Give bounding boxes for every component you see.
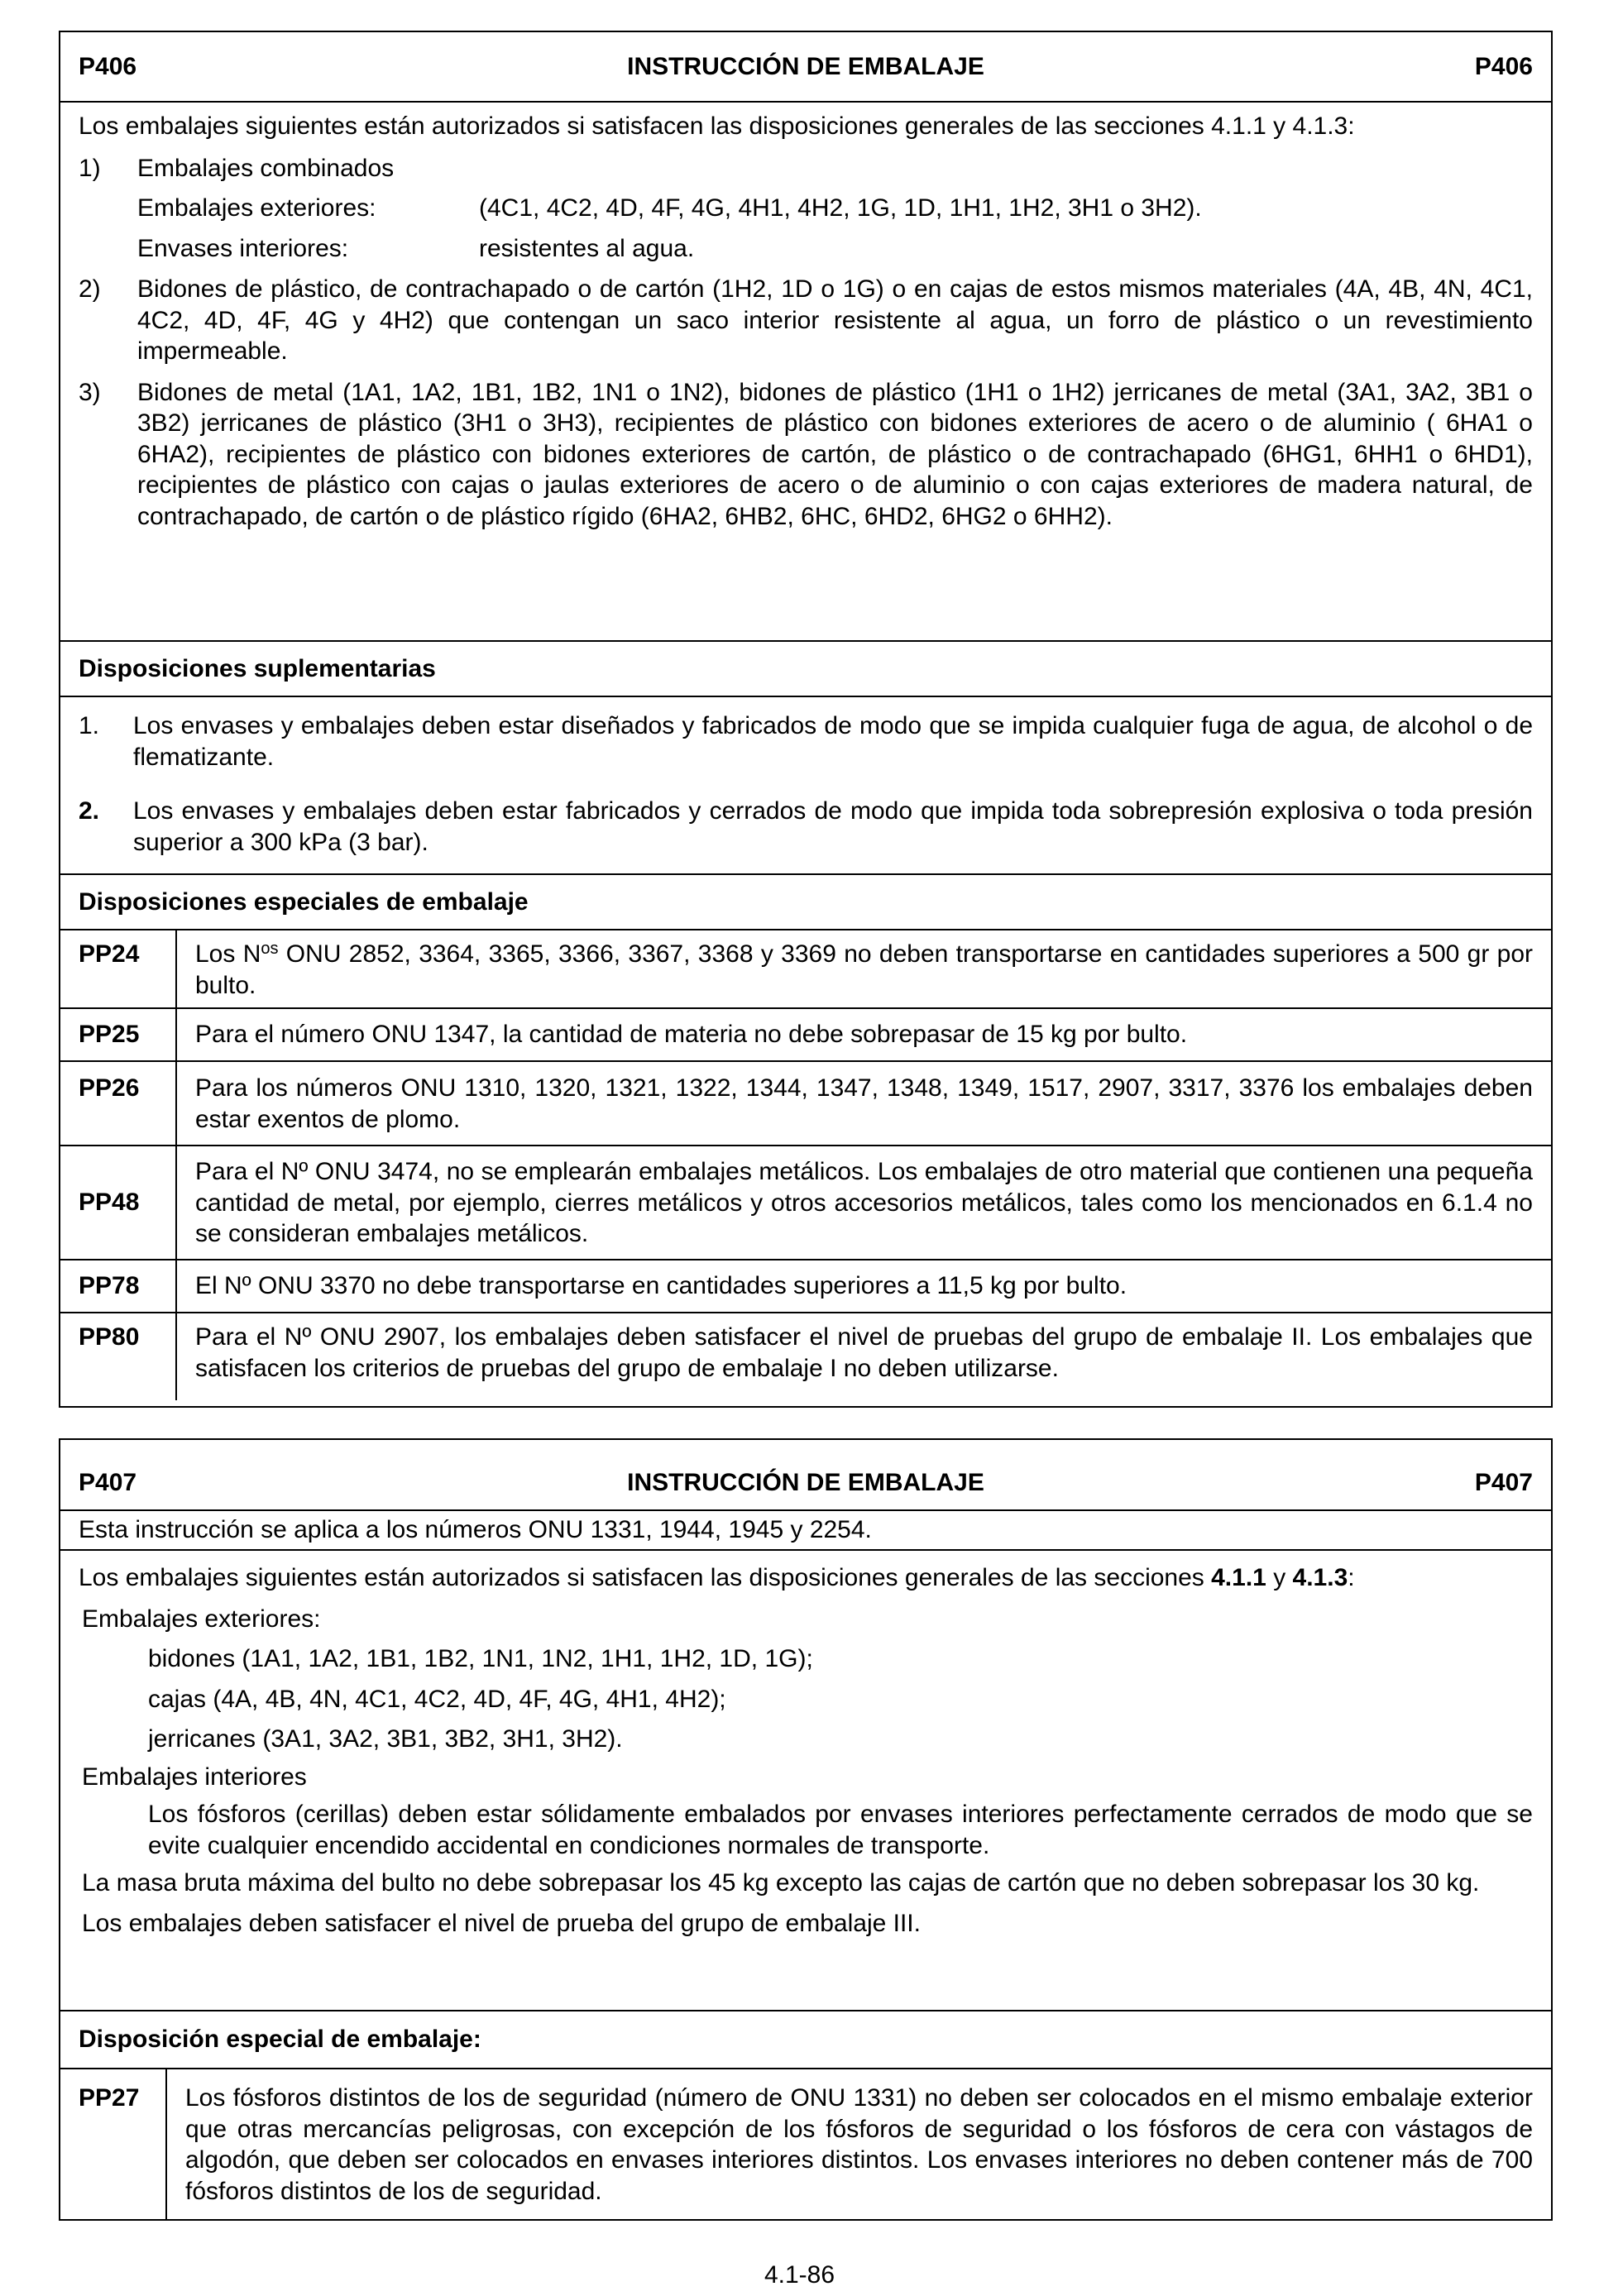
pp80-code: PP80 [60,1313,177,1400]
p406-pp80-row [60,1313,1551,1400]
p407-header [60,1440,1551,1511]
p406-supp-heading [60,642,1551,697]
p406-supp-1-num: 1. [79,712,100,739]
p407-intro: Los embalajes siguientes están autorizados si satisfacen las disposiciones generales de las secciones 4.1.1 y 4.1.3: [79,1564,1355,1591]
p406-special-heading [60,875,1551,930]
pp48-code: PP48 [60,1146,177,1259]
p407-pp27-row [60,2069,1551,2219]
pp25-text: Para el número ONU 1347, la cantidad de materia no debe sobrepasar de 15 kg por bulto. [195,1021,1188,1049]
pp48-text: Para el Nº ONU 3474, no se emplearán embalajes metálicos. Los embalajes de otro material que contienen una pequeña cantidad de metal, por ejemplo, cierres metálicos y otros accesorios metálicos, tales como los mencionados en 6.1.4 no se consideran embalajes metálicos. [195,1158,1533,1247]
p406-pp78-row [60,1260,1551,1313]
p407-applies-text: Esta instrucción se aplica a los números ONU 1331, 1944, 1945 y 2254. [79,1516,872,1544]
pp24-code: PP24 [60,930,177,1007]
p406-intro: Los embalajes siguientes están autorizados si satisfacen las disposiciones generales de las secciones 4.1.1 y 4.1.3: [79,112,1355,140]
p407-test-text: Los embalajes deben satisfacer el nivel de prueba del grupo de embalaje III. [82,1909,921,1937]
p406-header [60,32,1551,103]
p406-item-2-text: Bidones de plástico, de contrachapado o de cartón (1H2, 1D o 1G) o en cajas de estos mismos materiales (4A, 4B, 4N, 4C1, 4C2, 4D, 4F, 4G y 4H2) que contengan un saco interior resistente al agua, un forro de plástico o un revestimiento impermeable. [137,275,1533,365]
p407-inner-text: Los fósforos (cerillas) deben estar sólidamente embalados por envases interiores perfectamente cerrados de modo que se evite cualquier encendido accidental en condiciones normales de transporte. [148,1801,1533,1859]
p407-applies [60,1511,1551,1551]
pp80-text: Para el Nº ONU 2907, los embalajes deben satisfacer el nivel de pruebas del grupo de embalaje II. Los embalajes que satisfacen los criterios de pruebas del grupo de embalaje I no deben utilizarse. [195,1323,1533,1382]
p407-special-heading [60,2011,1551,2069]
p406-special-table [60,930,1551,1400]
p406-inner-row [79,233,1533,265]
p406-pp24-row [60,930,1551,1009]
p406-special-heading-text: Disposiciones especiales de embalaje [79,887,529,916]
p406-item-1 [79,153,1533,184]
p406-inner-label: Envases interiores: [137,234,349,262]
p407-outer-label: Embalajes exteriores: [82,1605,321,1633]
p406-supp-1-text: Los envases y embalajes deben estar diseñados y fabricados de modo que se impida cualquier fuga de agua, de alcohol o de flematizante. [133,712,1533,771]
p406-main-section [60,103,1551,642]
p407-code-left: P407 [79,1468,137,1496]
p407-outer-item-3: jerricanes (3A1, 3A2, 3B1, 3B2, 3H1, 3H2). [148,1725,623,1753]
p406-supp-2-num: 2. [79,797,100,825]
p407-inner-label: Embalajes interiores [82,1763,307,1791]
p406-item-3-text: Bidones de metal (1A1, 1A2, 1B1, 1B2, 1N1 o 1N2), bidones de plástico (1H1 o 1H2) jerricanes de metal (3A1, 3A2, 3B1 o 3B2) jerricanes de plástico (3H1 o 3H3), recipientes de plástico con bidones exteriores de acero o de aluminio ( 6HA1 o 6HA2), recipientes de plástico con bidones exteriores de cartón, de plástico o de contrachapado (6HG1, 6HH1 o 6HD1), recipientes de plástico con cajas o jaulas exteriores de acero o de aluminio o con cajas exteriores de madera natural, de contrachapado, de cartón o de plástico rígido (6HA2, 6HB2, 6HC, 6HD2, 6HG2 o 6HH2). [137,378,1533,530]
p406-item-1-label: Embalajes combinados [137,154,395,182]
p406-code-right: P406 [1474,52,1533,80]
p406-title: INSTRUCCIÓN DE EMBALAJE [627,52,984,80]
pp26-text: Para los números ONU 1310, 1320, 1321, 1322, 1344, 1347, 1348, 1349, 1517, 2907, 3317, 3376 los embalajes deben estar exentos de plomo. [195,1074,1533,1133]
p406-outer-label: Embalajes exteriores: [137,194,376,222]
p406-item-3-num: 3) [79,378,101,406]
p406-supp-2 [79,796,1533,858]
p407-title: INSTRUCCIÓN DE EMBALAJE [627,1468,984,1496]
p407-mass-text: La masa bruta máxima del bulto no debe sobrepasar los 45 kg excepto las cajas de cartón que no deben sobrepasar los 30 kg. [82,1869,1480,1897]
pp27-code: PP27 [60,2069,167,2219]
p406-item-1-num: 1) [79,154,101,182]
p406-pp48-row [60,1146,1551,1260]
p406-pp25-row [60,1009,1551,1062]
p406-code-left: P406 [79,52,137,80]
p406-item-3 [79,377,1533,533]
pp78-text: El Nº ONU 3370 no debe transportarse en cantidades superiores a 11,5 kg por bulto. [195,1272,1127,1300]
pp25-code: PP25 [60,1009,177,1060]
p407-main-section [60,1551,1551,2011]
p406-supp-1 [79,710,1533,773]
pp78-code: PP78 [60,1260,177,1312]
p407-box [59,1438,1553,2221]
p407-outer-item-2: cajas (4A, 4B, 4N, 4C1, 4C2, 4D, 4F, 4G, 4H1, 4H2); [148,1685,726,1713]
p406-outer-value: (4C1, 4C2, 4D, 4F, 4G, 4H1, 4H2, 1G, 1D, 1H1, 1H2, 3H1 o 3H2). [479,194,1202,222]
p407-outer-item-1: bidones (1A1, 1A2, 1B1, 1B2, 1N1, 1N2, 1H1, 1H2, 1D, 1G); [148,1645,813,1672]
pp27-text: Los fósforos distintos de los de seguridad (número de ONU 1331) no deben ser colocados en el mismo embalaje exterior que otras mercancías peligrosas, con excepción de los fósforos de seguridad o los fósforos de cera con vástagos de algodón, que deben ser colocados en envases interiores distintos. Los envases interiores no deben contener más de 700 fósforos distintos de los de seguridad. [185,2084,1533,2205]
p406-item-2-num: 2) [79,275,101,303]
p406-supp-section [60,697,1551,875]
pp24-text: Los $N^{os}$ ONU 2852, 3364, 3365, 3366, 3367, 3368 y 3369 no deben transportarse en cantidades superiores a 500 gr por bulto. [195,940,1533,999]
p407-special-heading-text: Disposición especial de embalaje: [79,2026,481,2054]
p406-box [59,31,1553,1408]
p406-outer-row [79,193,1533,224]
p407-code-right: P407 [1474,1468,1533,1496]
p406-pp26-row [60,1062,1551,1146]
page-number: 4.1-86 [764,2261,835,2289]
p406-inner-value: resistentes al agua. [479,234,695,262]
p406-item-2 [79,274,1533,367]
pp26-code: PP26 [60,1062,177,1145]
p406-supp-2-text: Los envases y embalajes deben estar fabricados y cerrados de modo que impida toda sobrepresión explosiva o toda presión superior a 300 kPa (3 bar). [133,797,1533,856]
p406-supp-heading-text: Disposiciones suplementarias [79,654,436,682]
